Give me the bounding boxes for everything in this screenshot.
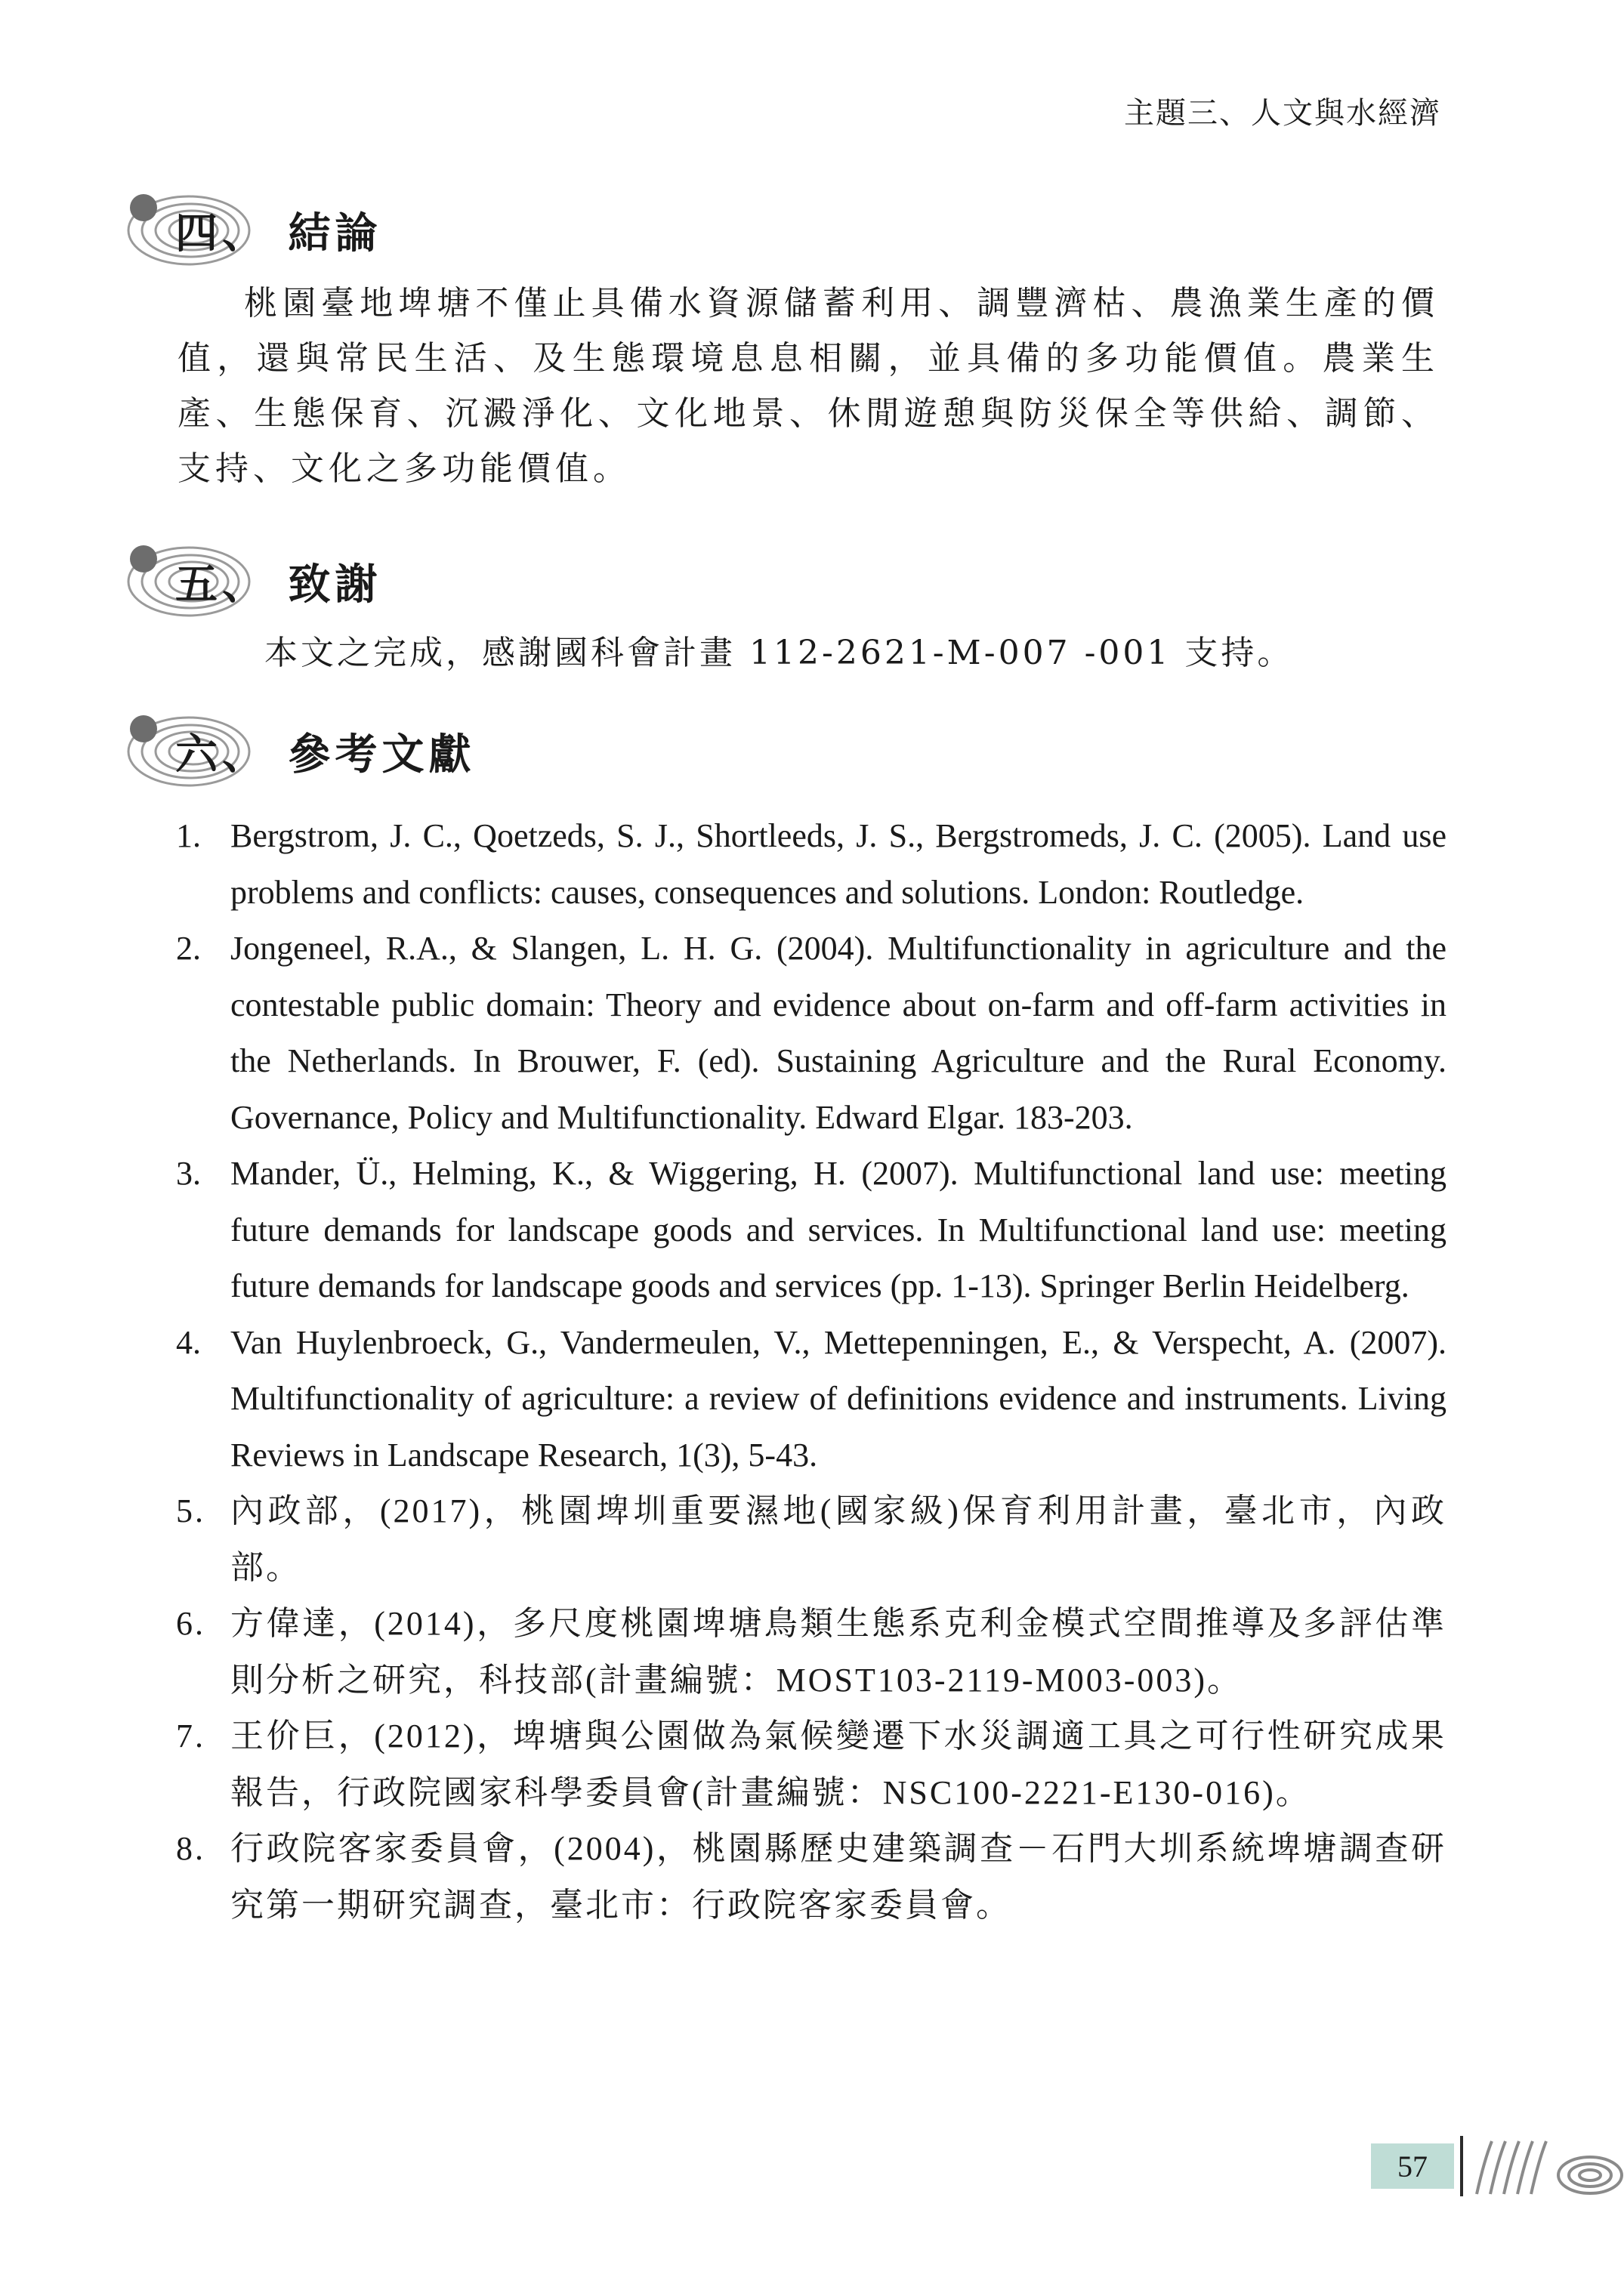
reference-item [176,1596,1446,1708]
section-conclusion [121,177,1480,496]
reference-text: Jongeneel, R.A., & Slangen, L. H. G. (2004). Multifunctionality in agriculture and the contestable public domain: Theory and evidence about on-farm and off-farm activities in the Netherlands. In Brouwer, F. (ed). Sustaining Agriculture and the Rural Economy. Governance, Policy and Multifunctionality. Edward Elgar. 183-203. [230,930,1446,1136]
page-number: 57 [1371,2143,1454,2189]
section-acknowledgement [121,529,1480,680]
reference-number: 5. [176,1492,205,1529]
reference-number: 4. [176,1323,201,1361]
running-head: 主題三、人文與水經濟 [1124,96,1441,131]
reference-text: 內政部，(2017)，桃園埤圳重要濕地(國家級)保育利用計畫，臺北市，內政部。 [230,1492,1446,1586]
footer-divider [1460,2136,1463,2196]
section-title: 四、 結論 [175,209,382,258]
reference-number: 6. [176,1605,205,1642]
reference-item [176,1821,1446,1933]
reference-text: Bergstrom, J. C., Qoetzeds, S. J., Shortleeds, J. S., Bergstromeds, J. C. (2005). Land use problems and conflicts: causes, consequences and solutions. London: Routledge. [230,817,1446,911]
reference-list [176,808,1446,1933]
reference-text: 方偉達，(2014)，多尺度桃園埤塘鳥類生態系克利金模式空間推導及多評估準則分析之研究，科技部(計畫編號：MOST103-2119-M003-003)。 [230,1605,1446,1699]
reference-number: 7. [176,1717,205,1754]
reference-number: 2. [176,930,201,967]
section-heading [121,177,1480,276]
section-title: 六、 參考文獻 [175,730,476,779]
section-heading [121,529,1480,627]
section-title: 五、 致謝 [175,560,382,610]
section-references [121,699,1480,797]
section-heading [121,699,1480,797]
reference-item [176,1483,1446,1596]
conclusion-paragraph: 桃園臺地埤塘不僅止具備水資源儲蓄利用、調豐濟枯、農漁業生產的價值，還與常民生活、及生態環境息息相關，並具備的多功能價值。農業生產、生態保育、沉澱淨化、文化地景、休閒遊憩與防災保全等供給、調節、支持、文化之多功能價值。 [178,284,1439,488]
wave-ornament-icon [1469,2130,1624,2205]
reference-number: 3. [176,1155,201,1192]
reference-text: Van Huylenbroeck, G., Vandermeulen, V., Mettepenningen, E., & Verspecht, A. (2007). Multifunctionality of agriculture: a review of definitions evidence and instruments. Living Reviews in Landscape Research, 1(3), 5-43. [230,1323,1446,1474]
reference-number: 1. [176,817,201,854]
reference-text: 王价巨，(2012)，埤塘與公園做為氣候變遷下水災調適工具之可行性研究成果報告，行政院國家科學委員會(計畫編號：NSC100-2221-E130-016)。 [230,1717,1446,1811]
reference-text: 行政院客家委員會，(2004)，桃園縣歷史建築調查－石門大圳系統埤塘調查研究第一期研究調查，臺北市：行政院客家委員會。 [230,1830,1446,1924]
reference-item [176,1708,1446,1821]
reference-number: 8. [176,1830,205,1867]
reference-item [176,1146,1446,1315]
reference-item [176,808,1446,921]
acknowledgement-text: 本文之完成，感謝國科會計畫 112-2621-M-007 -001 支持。 [264,634,1294,672]
reference-item [176,921,1446,1146]
reference-text: Mander, Ü., Helming, K., & Wiggering, H. (2007). Multifunctional land use: meeting future demands for landscape goods and services. In Multifunctional land use: meeting future demands for landscape goods and services (pp. 1-13). Springer Berlin Heidelberg. [230,1155,1446,1304]
reference-item [176,1315,1446,1484]
